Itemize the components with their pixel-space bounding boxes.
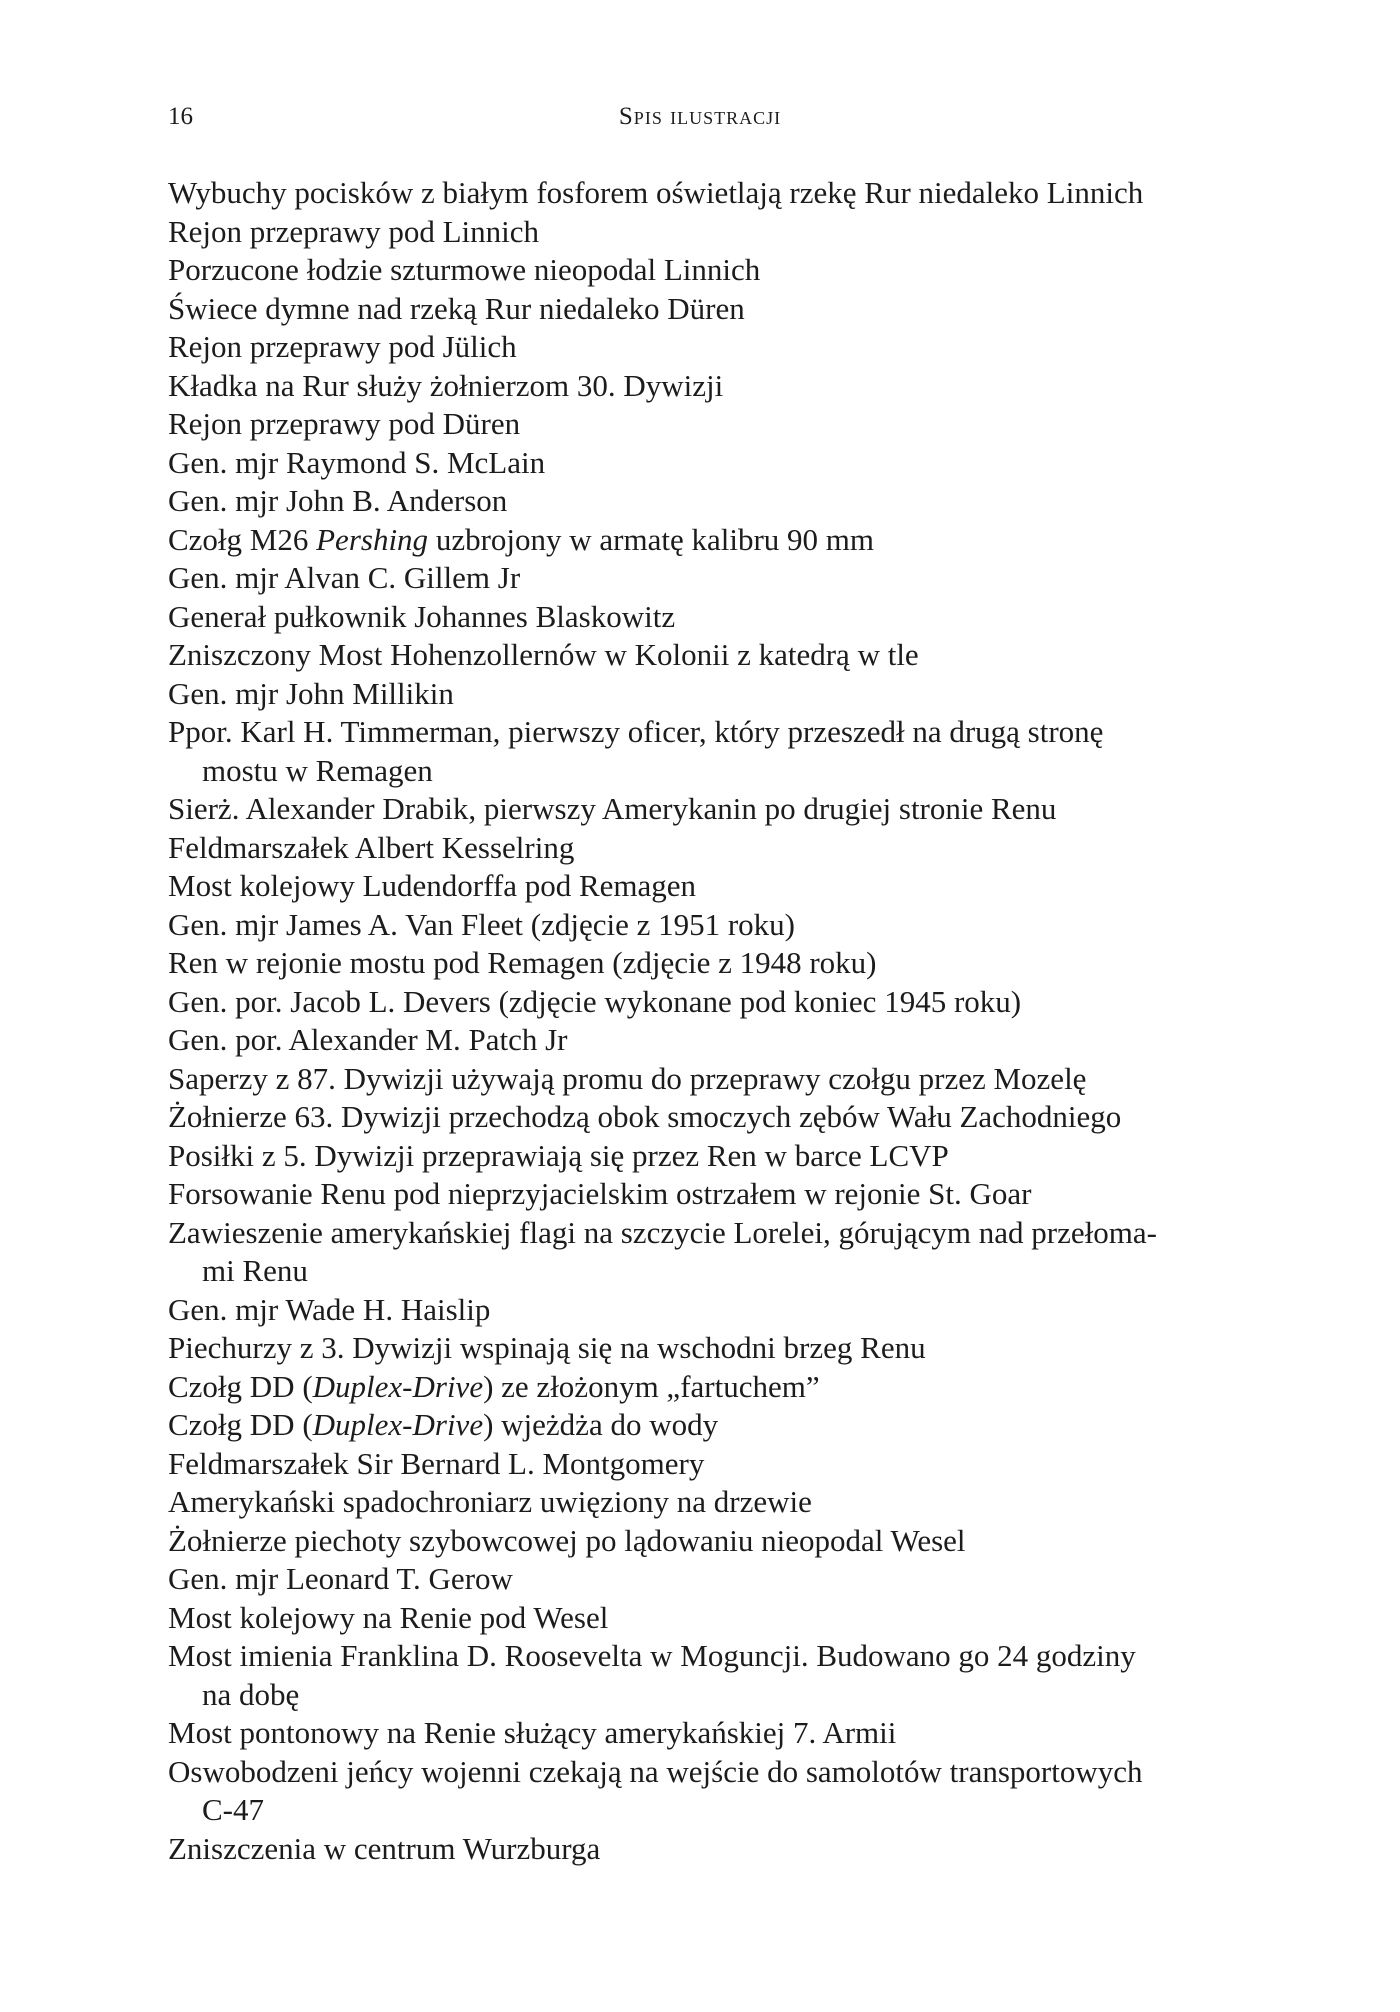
list-item: Saperzy z 87. Dywizji używają promu do przeprawy czołgu przez Mozelę — [168, 1060, 1087, 1096]
list-item: Most kolejowy Ludendorffa pod Remagen — [168, 868, 697, 903]
list-item: Generał pułkownik Johannes Blaskowitz — [168, 598, 676, 634]
list-item: Ren w rejonie mostu pod Remagen (zdjęcie z 1948 roku) — [168, 945, 877, 980]
list-item — [168, 1753, 1248, 1830]
list-item: Sierż. Alexander Drabik, pierwszy Amerykanin po drugiej stronie Renu — [168, 791, 1057, 826]
list-item — [168, 521, 1248, 560]
list-item: Gen. mjr John Millikin — [168, 675, 454, 711]
list-item: Gen. mjr Wade H. Haislip — [168, 1291, 491, 1327]
list-item: Gen. mjr Leonard T. Gerow — [168, 1561, 513, 1596]
illustrations-list — [168, 174, 1248, 1868]
entry-continuation: C-47 — [202, 1792, 264, 1827]
list-item — [168, 1214, 1248, 1291]
list-item: Amerykański spadochroniarz uwięziony na drzewie — [168, 1484, 812, 1519]
list-item: Gen. mjr James A. Van Fleet (zdjęcie z 1951 roku) — [168, 906, 796, 942]
list-item: Wybuchy pocisków z białym fosforem oświetlają rzekę Rur niedaleko Linnich — [168, 175, 1144, 210]
list-item — [168, 713, 1248, 790]
list-item — [168, 1406, 1248, 1445]
entry-text: ) wjeżdża do wody — [483, 1407, 719, 1442]
list-item: Kładka na Rur służy żołnierzom 30. Dywizji — [168, 367, 724, 403]
list-item: Żołnierze 63. Dywizji przechodzą obok smoczych zębów Wału Zachodniego — [168, 1099, 1122, 1134]
list-item: Gen. por. Jacob L. Devers (zdjęcie wykonane pod koniec 1945 roku) — [168, 983, 1022, 1019]
list-item: Feldmarszałek Sir Bernard L. Montgomery — [168, 1445, 705, 1481]
entry-italic-text: Duplex-Drive — [312, 1407, 484, 1442]
entry-text: Czołg M26 — [168, 521, 317, 557]
list-item: Gen. mjr Alvan C. Gillem Jr — [168, 560, 521, 595]
list-item: Gen. mjr Raymond S. McLain — [168, 444, 546, 480]
entry-line: Ppor. Karl H. Timmerman, pierwszy oficer, który przeszedł na drugą stronę — [168, 714, 1104, 749]
entry-text: ) ze złożonym „fartuchem” — [483, 1368, 820, 1404]
list-item: Forsowanie Renu pod nieprzyjacielskim ostrzałem w rejonie St. Goar — [168, 1176, 1032, 1211]
list-item: Posiłki z 5. Dywizji przeprawiają się przez Ren w barce LCVP — [168, 1137, 949, 1173]
entry-text: uzbrojony w armatę kalibru 90 mm — [428, 521, 875, 557]
list-item: Świece dymne nad rzeką Rur niedaleko Düren — [168, 290, 745, 326]
list-item — [168, 1637, 1248, 1714]
list-item: Piechurzy z 3. Dywizji wspinają się na wschodni brzeg Renu — [168, 1330, 926, 1365]
list-item: Gen. mjr John B. Anderson — [168, 483, 508, 518]
list-item: Zniszczony Most Hohenzollernów w Kolonii z katedrą w tle — [168, 637, 919, 672]
entry-line: Oswobodzeni jeńcy wojenni czekają na wejście do samolotów transportowych — [168, 1753, 1143, 1789]
list-item: Feldmarszałek Albert Kesselring — [168, 829, 575, 865]
entry-italic-text: Duplex-Drive — [312, 1368, 484, 1404]
entry-continuation: mi Renu — [202, 1253, 308, 1288]
entry-continuation: mostu w Remagen — [202, 752, 433, 788]
entry-text: Czołg DD ( — [168, 1407, 313, 1442]
list-item: Porzucone łodzie szturmowe nieopodal Linnich — [168, 252, 761, 287]
list-item: Zniszczenia w centrum Wurzburga — [168, 1830, 601, 1866]
page-number: 16 — [168, 103, 193, 130]
list-item: Gen. por. Alexander M. Patch Jr — [168, 1022, 568, 1057]
list-item: Żołnierze piechoty szybowcowej po lądowaniu nieopodal Wesel — [168, 1522, 966, 1558]
entry-line: Zawieszenie amerykańskiej flagi na szczycie Lorelei, górującym nad przełoma- — [168, 1214, 1157, 1250]
entry-italic-text: Pershing — [316, 521, 429, 557]
entry-text: Czołg DD ( — [168, 1368, 313, 1404]
list-item — [168, 1368, 1248, 1407]
list-item: Most pontonowy na Renie służący amerykańskiej 7. Armii — [168, 1715, 897, 1750]
list-item: Rejon przeprawy pod Düren — [168, 406, 521, 441]
entry-line: Most imienia Franklina D. Roosevelta w Moguncji. Budowano go 24 godziny — [168, 1638, 1136, 1673]
list-item: Rejon przeprawy pod Jülich — [168, 329, 517, 364]
entry-continuation: na dobę — [202, 1676, 300, 1712]
list-item: Rejon przeprawy pod Linnich — [168, 213, 540, 249]
running-head: Spis ilustracji — [618, 103, 782, 130]
list-item: Most kolejowy na Renie pod Wesel — [168, 1599, 609, 1635]
